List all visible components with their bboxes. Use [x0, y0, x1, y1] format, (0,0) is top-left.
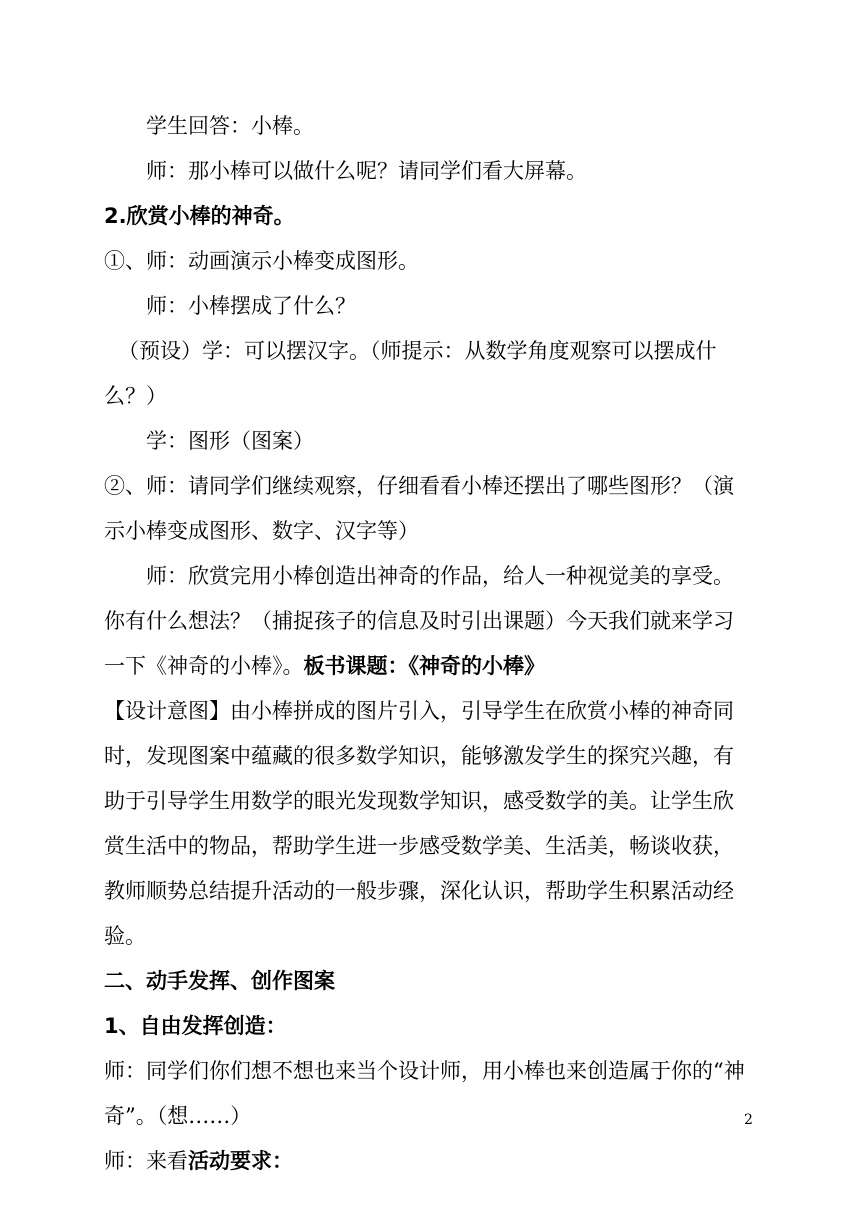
step-two-continuation: 示小棒变成图形、数字、汉字等） [104, 519, 419, 543]
design-intent-line-4: 赏生活中的物品，帮助学生进一步感受数学美、生活美，畅谈收获， [104, 834, 734, 858]
section-heading-create: 二、动手发挥、创作图案 [104, 969, 335, 993]
lesson-title-line [104, 644, 764, 689]
activity-requirement-label: 活动要求： [188, 1149, 293, 1173]
design-intent-line-5: 教师顺势总结提升活动的一般步骤，深化认识，帮助学生积累活动经 [104, 879, 734, 903]
subsection-heading-free-creation: 1、自由发挥创造： [104, 1014, 287, 1038]
design-intent-line-1: 【设计意图】由小棒拼成的图片引入，引导学生在欣赏小棒的神奇同 [104, 699, 734, 723]
teacher-appreciation-line: 师：欣赏完用小棒创造出神奇的作品，给人一种视觉美的享受。 [146, 564, 734, 588]
document-body [104, 104, 764, 1184]
student-answer-line: 学生回答：小棒。 [146, 114, 314, 138]
design-intent-line-6: 验。 [104, 924, 146, 948]
teacher-question-shape-line: 师：小棒摆成了什么？ [146, 294, 356, 318]
preset-answer-continuation: 么？） [104, 384, 167, 408]
teacher-appreciation-continuation: 你有什么想法？（捕捉孩子的信息及时引出课题）今天我们就来学习 [104, 609, 734, 633]
design-intent-line-2: 时，发现图案中蕴藏的很多数学知识，能够激发学生的探究兴趣，有 [104, 744, 734, 768]
lesson-title-intro: 一下《神奇的小棒》。 [104, 654, 304, 678]
activity-requirement-intro: 师：来看 [104, 1149, 188, 1173]
teacher-question-line: 师：那小棒可以做什么呢？请同学们看大屏幕。 [146, 159, 587, 183]
activity-requirement-line [104, 1139, 764, 1184]
preset-answer-line: （预设）学：可以摆汉字。（师提示：从数学角度观察可以摆成什 [118, 339, 717, 363]
section-heading-appreciate: 2.欣赏小棒的神奇。 [104, 204, 295, 228]
design-intent-line-3: 助于引导学生用数学的眼光发现数学知识，感受数学的美。让学生欣 [104, 789, 734, 813]
teacher-designer-line: 师：同学们你们想不想也来当个设计师，用小棒也来创造属于你的“神 [104, 1059, 745, 1083]
step-one-line: ①、师：动画演示小棒变成图形。 [104, 249, 419, 273]
board-title-text: 板书课题：《神奇的小棒》 [303, 654, 545, 678]
student-shape-answer-line: 学：图形（图案） [146, 429, 314, 453]
page-number: 2 [744, 1112, 753, 1128]
step-two-line: ②、师：请同学们继续观察，仔细看看小棒还摆出了哪些图形？（演 [104, 474, 734, 498]
teacher-designer-continuation: 奇”。（想……） [104, 1104, 252, 1128]
